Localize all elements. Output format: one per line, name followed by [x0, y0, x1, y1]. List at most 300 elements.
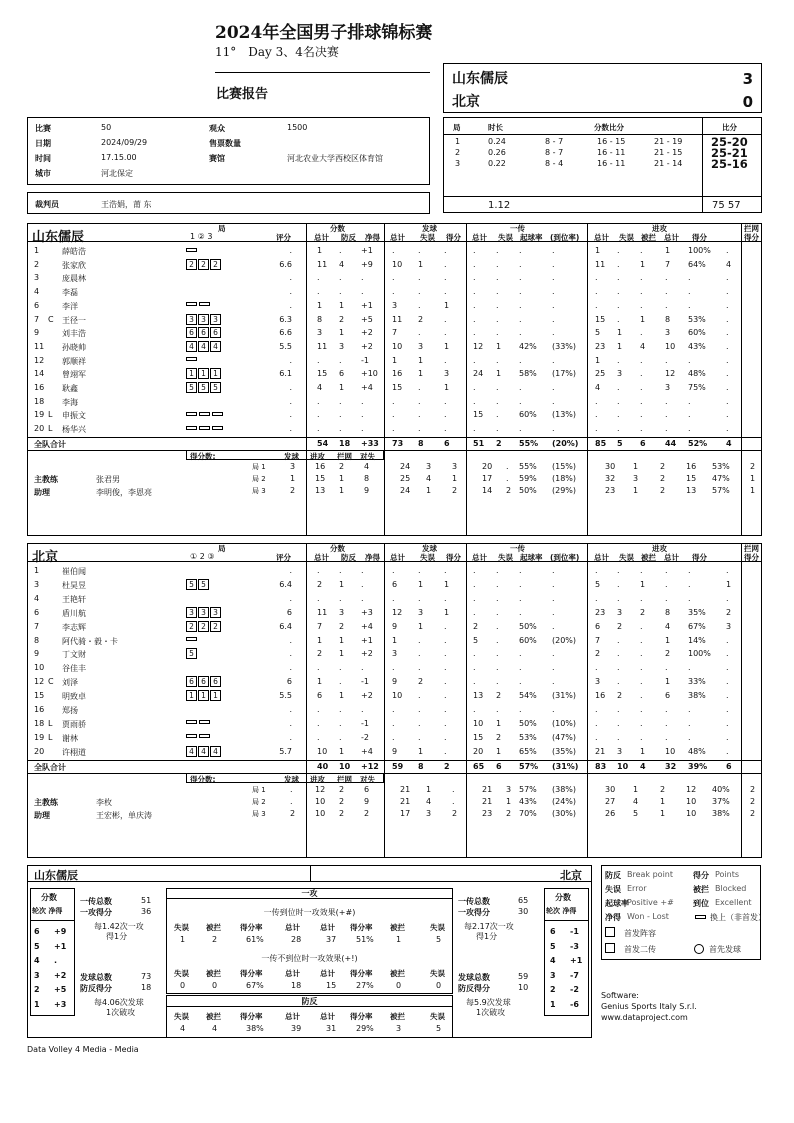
player-bp: .	[339, 705, 342, 714]
l4: 得1分	[106, 932, 128, 941]
legend-key: 被拦	[693, 885, 709, 894]
r1: 一传总数	[458, 897, 490, 906]
venue-label: 赛馆	[209, 154, 225, 163]
player-a_pct: 33%	[688, 677, 706, 687]
team-total-s_pt: 2	[444, 761, 450, 771]
sets-hdr-c4: 对失	[360, 451, 375, 461]
player-s_pt: .	[444, 746, 447, 756]
player-r_err: .	[496, 328, 499, 338]
player-r_exc: (47%)	[552, 732, 577, 742]
hdr-sub: 总计	[472, 553, 487, 562]
sets-total-points: 75 57	[712, 200, 741, 211]
player-s_pt: .	[444, 273, 447, 283]
player-name: 申振文	[62, 411, 86, 421]
player-r_tot: .	[473, 287, 476, 297]
player-tot: .	[317, 424, 320, 434]
player-s_tot: .	[392, 663, 395, 673]
player-sets	[186, 732, 212, 741]
player-name: 明致卓	[62, 692, 86, 702]
mini-hdr: 被拦	[206, 923, 221, 932]
player-s_err: .	[418, 691, 421, 701]
player-a_err: .	[617, 273, 620, 283]
sets-hdr-c2: 进攻	[310, 451, 325, 461]
team-name: 山东儒辰	[32, 230, 85, 245]
score-sets2: 0	[742, 93, 753, 111]
rot-no: 2	[34, 985, 40, 994]
player-vote: 6.6	[279, 328, 292, 338]
team-total-a_blo: 4	[640, 761, 646, 771]
player-b_pt: .	[726, 566, 729, 575]
player-s_err: .	[418, 300, 421, 310]
player-s_tot: .	[392, 705, 395, 714]
hdr-sub: 总计	[314, 553, 329, 562]
set-row-cell: 1	[750, 485, 756, 495]
player-r_err: .	[496, 273, 499, 283]
mini-hdr: 总计	[320, 923, 335, 932]
player-number: 4	[34, 593, 40, 603]
player-a_blo: .	[640, 635, 643, 645]
hdr-set: 局	[218, 224, 226, 233]
legend-starter2: 首发二传	[624, 945, 656, 954]
player-number: 1	[34, 566, 40, 575]
player-bp: 1	[339, 635, 345, 645]
hdr-setnums: ① 2 ③	[190, 552, 215, 561]
legend-desc: Excellent	[715, 898, 752, 907]
set-cell: 0.22	[488, 159, 506, 168]
set-row-cell: 2	[290, 808, 296, 818]
player-a_pt: .	[665, 287, 668, 297]
player-s_pt: .	[444, 287, 447, 297]
player-bp: 1	[339, 328, 345, 338]
mini-hdr: 总计	[320, 969, 335, 978]
player-a_err: .	[617, 396, 620, 406]
mini-val: 67%	[246, 981, 264, 990]
player-a_blo: 2	[640, 607, 646, 617]
player-s_tot: .	[392, 718, 395, 728]
player-a_err: 1	[617, 328, 623, 338]
set-row-cell: (24%)	[552, 796, 577, 806]
hdr-sub: 得分	[692, 553, 707, 562]
player-r_tot: .	[473, 300, 476, 310]
player-a_err: .	[617, 246, 620, 255]
player-s_tot: 9	[392, 621, 398, 631]
player-s_tot: 6	[392, 579, 398, 589]
player-r_err: .	[496, 246, 499, 255]
player-a_pct: .	[688, 410, 691, 420]
player-s_pt: .	[444, 328, 447, 338]
player-b_pt: .	[726, 314, 729, 324]
player-bp: 1	[339, 579, 345, 589]
hdr-points: 分数	[330, 544, 345, 553]
player-r_exc: .	[552, 579, 555, 589]
player-sets: 2 2 2	[186, 621, 222, 632]
set-row-cell: 26	[605, 808, 616, 818]
rot-val: -1	[570, 927, 579, 936]
player-b_pt: 1	[726, 579, 732, 589]
player-s_pt: 3	[444, 369, 450, 379]
player-sets: 6 6 6	[186, 327, 222, 338]
set-row-cell: 57%	[712, 485, 730, 495]
player-r_tot: 12	[473, 341, 484, 351]
score-sets1: 3	[742, 70, 753, 88]
player-vote: 6.6	[279, 259, 292, 269]
set-score: 25-21	[711, 146, 748, 160]
player-wl: +1	[361, 635, 373, 645]
team-total-b_pt: 6	[726, 761, 732, 771]
player-a_pt: .	[665, 566, 668, 575]
team-total-r_exc: (20%)	[552, 438, 579, 448]
player-s_tot: .	[392, 566, 395, 575]
set-row-cell: 2	[660, 784, 666, 794]
player-number: 19	[34, 410, 45, 420]
legend-desc: Break point	[627, 870, 674, 879]
r2v: 30	[518, 907, 529, 916]
player-a_tot: 25	[595, 369, 606, 379]
player-b_pt: .	[726, 718, 729, 728]
rot-val: -7	[570, 970, 579, 980]
set-row-cell: 1	[452, 473, 458, 483]
player-r_pos: .	[519, 705, 522, 714]
player-s_tot: 9	[392, 746, 398, 756]
team-total-s_err: 8	[418, 438, 424, 448]
l8: 1次破攻	[106, 1008, 136, 1017]
player-r_exc: .	[552, 328, 555, 338]
hdr-sub: 总计	[594, 553, 609, 562]
player-number: 20	[34, 424, 45, 434]
player-s_tot: 10	[392, 691, 403, 701]
player-r_exc: .	[552, 355, 555, 365]
player-tot: .	[317, 355, 320, 365]
player-number: 20	[34, 746, 45, 756]
player-a_err: .	[617, 566, 620, 575]
player-s_tot: .	[392, 410, 395, 420]
player-s_tot: 1	[392, 355, 398, 365]
player-b_pt: .	[726, 341, 729, 351]
mini-hdr: 被拦	[206, 969, 221, 978]
mini-hdr: 被拦	[390, 969, 405, 978]
coach-name: 张君男	[96, 474, 120, 484]
l5: 发球总数	[80, 973, 112, 982]
team-total-s_tot: 59	[392, 761, 404, 771]
legend-starter: 首发阵容	[624, 929, 656, 938]
player-vote: .	[289, 566, 292, 575]
hdr-sub: 被拦	[641, 233, 656, 242]
mini-val: 0	[436, 981, 442, 990]
player-r_tot: 15	[473, 410, 484, 420]
player-a_pct: 100%	[688, 649, 711, 659]
player-r_pos: .	[519, 607, 522, 617]
set-row-cell: 1	[750, 473, 756, 483]
player-b_pt: .	[726, 705, 729, 714]
mini-val: 51%	[356, 935, 374, 944]
set-row-cell: 1	[633, 784, 639, 794]
player-r_exc: (20%)	[552, 635, 577, 645]
set-row-cell: 2	[750, 784, 756, 794]
mini-val: 4	[180, 1024, 186, 1033]
player-a_err: 2	[617, 621, 623, 631]
player-r_pos: .	[519, 259, 522, 269]
rot-no: 5	[550, 941, 556, 951]
player-r_err: 1	[496, 718, 502, 728]
player-r_pos: 58%	[519, 369, 537, 379]
player-name: 崔伯闻	[62, 567, 86, 576]
team-total-a_err: 10	[617, 761, 629, 771]
left-rot-hdr: 轮次 净得	[32, 907, 63, 915]
player-a_err: .	[617, 635, 620, 645]
player-r_err: .	[496, 424, 499, 434]
set-row-cell: 55%	[519, 461, 537, 471]
set-row-cell: 2	[339, 796, 345, 806]
set-score: 25-20	[711, 135, 748, 149]
player-a_pct: 64%	[688, 259, 706, 269]
player-sets: 1 1 1	[186, 690, 222, 701]
player-a_blo: .	[640, 396, 643, 406]
hdr-sub: 防反	[341, 233, 356, 242]
set-row-cell: 30	[605, 461, 616, 471]
team-total-s_pt: 6	[444, 438, 450, 448]
player-s_pt: .	[444, 259, 447, 269]
rot-no: 6	[34, 927, 40, 936]
player-a_pct: .	[688, 732, 691, 742]
rot-val: +5	[54, 985, 67, 994]
player-a_tot: 7	[595, 635, 601, 645]
player-sets: 5 5	[186, 579, 210, 590]
player-a_blo: 4	[640, 341, 646, 351]
player-wl: +5	[361, 314, 373, 324]
player-r_exc: .	[552, 566, 555, 575]
hdr-sub: 得分	[744, 233, 759, 242]
player-s_pt: .	[444, 621, 447, 631]
player-s_tot: 9	[392, 677, 398, 687]
sets-hdr-label: 得分数:	[190, 774, 216, 784]
set-row-cell: 16	[315, 461, 326, 471]
set-row-cell: 13	[315, 485, 326, 495]
sets-total-time: 1.12	[488, 200, 511, 211]
player-wl: .	[361, 410, 364, 420]
player-s_tot: .	[392, 246, 395, 255]
player-a_blo: .	[640, 677, 643, 687]
player-s_tot: 7	[392, 328, 398, 338]
player-number: 11	[34, 341, 45, 351]
city-label: 城市	[35, 169, 51, 178]
player-a_blo: .	[640, 718, 643, 728]
player-r_pos: .	[519, 677, 522, 687]
player-r_tot: .	[473, 593, 476, 603]
player-r_tot: .	[473, 649, 476, 659]
player-wl: .	[361, 566, 364, 575]
set-row-cell: 3	[633, 473, 639, 483]
player-a_pct: .	[688, 300, 691, 310]
player-a_tot: .	[595, 566, 598, 575]
hdr-block: 拦网	[744, 224, 759, 233]
set-row-cell: 3	[426, 461, 432, 471]
player-name: 谢林	[62, 733, 78, 743]
player-tot: .	[317, 287, 320, 297]
mini-hdr: 总计	[285, 1012, 300, 1021]
set-cell: 21 - 14	[654, 159, 683, 168]
player-r_err: 2	[496, 732, 502, 742]
player-r_pos: 50%	[519, 621, 537, 631]
player-a_pt: 8	[665, 314, 671, 324]
set-row-cell: 47%	[712, 473, 730, 483]
player-r_err: .	[496, 635, 499, 645]
player-a_err: .	[617, 718, 620, 728]
set-row-cell: 1	[660, 808, 666, 818]
set-row-cell: 30	[605, 784, 616, 794]
player-sets: 2 2 2	[186, 259, 222, 270]
player-b_pt: .	[726, 732, 729, 742]
player-a_tot: 21	[595, 746, 606, 756]
set-row-cell: 17	[400, 808, 411, 818]
player-s_tot: 3	[392, 300, 398, 310]
set-row-cell: 32	[605, 473, 616, 483]
player-a_pct: 75%	[688, 383, 706, 392]
player-r_tot: .	[473, 705, 476, 714]
player-sets	[186, 423, 225, 432]
player-a_err: .	[617, 579, 620, 589]
player-a_pt: 1	[665, 246, 671, 255]
set-row-cell: 16	[686, 461, 697, 471]
legend-key: 起球率	[605, 899, 629, 908]
hdr-sub: 评分	[276, 233, 291, 242]
player-r_tot: .	[473, 314, 476, 324]
player-s_err: .	[418, 593, 421, 603]
set-row-cell: 21	[482, 796, 493, 806]
player-a_tot: 5	[595, 579, 601, 589]
player-number: 1	[34, 246, 40, 255]
team-total-r_err: 6	[496, 761, 502, 771]
player-sets	[186, 245, 199, 254]
mini-val: 15	[326, 981, 337, 990]
mini-hdr: 被拦	[206, 1012, 221, 1021]
player-a_blo: .	[640, 691, 643, 701]
rot-no: 3	[550, 970, 556, 980]
hdr-sub: (到位率)	[550, 553, 580, 562]
player-s_err: .	[418, 718, 421, 728]
page-title: 2024年全国男子排球锦标赛	[215, 23, 433, 43]
player-r_pos: 65%	[519, 746, 537, 756]
player-vote: 5.5	[279, 341, 292, 351]
player-bp: .	[339, 718, 342, 728]
set-row-cell: 27	[605, 796, 616, 806]
hdr-sub: 被拦	[641, 553, 656, 562]
player-r_tot: 13	[473, 691, 484, 701]
player-r_tot: 10	[473, 718, 484, 728]
set-row-cell: 2	[506, 808, 512, 818]
player-bp: 6	[339, 369, 345, 379]
player-sets: 6 6 6	[186, 676, 222, 687]
player-s_err: 1	[418, 579, 424, 589]
player-a_err: .	[617, 705, 620, 714]
player-b_pt: .	[726, 355, 729, 365]
set-row-cell: (15%)	[552, 461, 577, 471]
match-no: 50	[101, 123, 112, 132]
player-bp: 1	[339, 691, 345, 701]
player-r_pos: .	[519, 328, 522, 338]
player-a_pct: .	[688, 355, 691, 365]
set-row-cell: 23	[482, 808, 493, 818]
player-r_exc: .	[552, 396, 555, 406]
player-vote: .	[289, 300, 292, 310]
player-bp: 2	[339, 621, 345, 631]
team-total-bp: 10	[339, 761, 351, 771]
player-tot: 15	[317, 369, 328, 379]
player-r_pos: .	[519, 383, 522, 392]
player-bp: .	[339, 663, 342, 673]
team-total-a_pt: 44	[665, 438, 677, 448]
bad-rec-title: 一传不到位时一攻效果(+!)	[261, 954, 358, 963]
player-wl: +2	[361, 691, 373, 701]
player-a_tot: 23	[595, 341, 606, 351]
player-number: 10	[34, 663, 45, 673]
player-name: 庞晨林	[62, 274, 86, 284]
mini-val: 18	[291, 981, 302, 990]
player-vote: .	[289, 732, 292, 742]
player-wl: +4	[361, 621, 373, 631]
set-row-cell: 24	[400, 461, 411, 471]
rot-no: 1	[34, 999, 40, 1009]
set-row-cell: 10	[686, 808, 697, 818]
player-bp: .	[339, 246, 342, 255]
r3: 每2.17次一攻	[464, 922, 514, 931]
date: 2024/09/29	[101, 138, 148, 147]
legend-sub: 换上（非首发）	[710, 913, 766, 922]
player-r_err: .	[496, 259, 499, 269]
player-a_tot: 23	[595, 607, 606, 617]
mini-val: 2	[212, 935, 218, 944]
player-r_exc: .	[552, 649, 555, 659]
player-wl: +3	[361, 607, 373, 617]
player-r_tot: 24	[473, 369, 484, 379]
set-row-cell: 5	[633, 808, 639, 818]
player-s_err: 3	[418, 607, 424, 617]
player-b_pt: .	[726, 649, 729, 659]
hdr-sub: 失误	[420, 553, 435, 562]
score-team1: 山东儒辰	[452, 71, 508, 87]
player-b_pt: .	[726, 663, 729, 673]
player-r_tot: 5	[473, 635, 479, 645]
player-s_tot: 10	[392, 259, 403, 269]
hdr-points: 分数	[330, 224, 345, 233]
player-role: L	[48, 718, 53, 728]
set-row-cell: 1	[506, 796, 512, 806]
set-row-cell: 10	[315, 808, 326, 818]
player-s_tot: 1	[392, 635, 398, 645]
player-r_exc: .	[552, 300, 555, 310]
legend-key: 到位	[693, 899, 709, 908]
player-bp: .	[339, 410, 342, 420]
player-bp: .	[339, 677, 342, 687]
receipts-label: 售票数量	[209, 139, 241, 148]
player-wl: .	[361, 424, 364, 434]
rot-val: +3	[54, 999, 67, 1009]
set-row-cell: 1	[339, 473, 345, 483]
spectators-label: 观众	[209, 124, 225, 133]
score-box	[443, 63, 762, 113]
player-r_exc: .	[552, 273, 555, 283]
sets-hdr-c1: 发球	[284, 774, 299, 784]
player-a_blo: .	[640, 424, 643, 434]
assistant-label: 助理	[34, 487, 50, 497]
player-r_tot: .	[473, 355, 476, 365]
set-row-cell: 1	[633, 461, 639, 471]
hdr-sub: 总计	[664, 233, 679, 242]
hdr-block: 拦网	[744, 544, 759, 553]
player-wl: +2	[361, 341, 373, 351]
match-info	[27, 117, 430, 185]
mini-hdr: 得分率	[350, 969, 373, 978]
hdr-reception: 一传	[510, 544, 525, 553]
